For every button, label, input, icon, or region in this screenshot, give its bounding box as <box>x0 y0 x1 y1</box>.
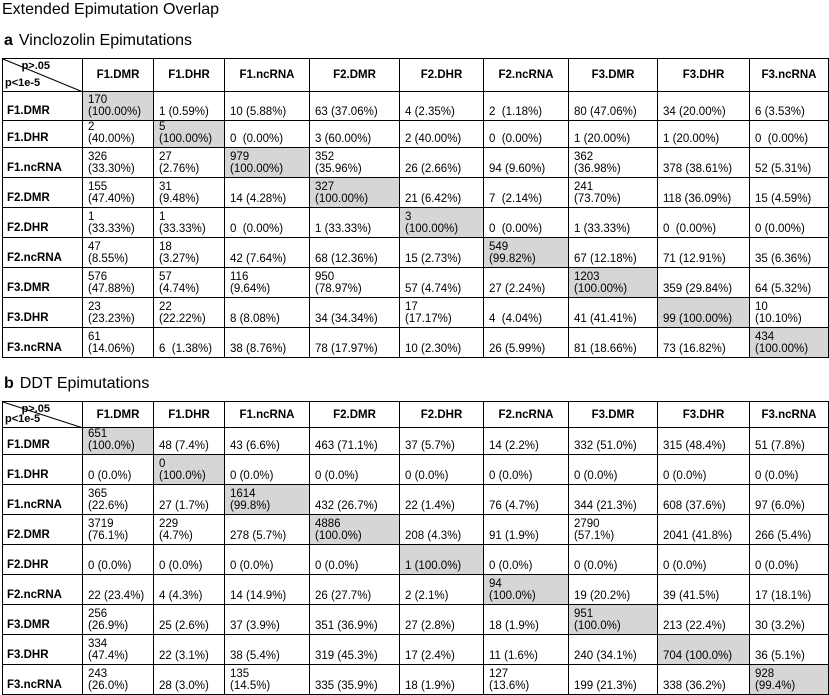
overlap-cell: 27 (1.7%) <box>154 485 225 515</box>
overlap-cell: 41 (41.41%) <box>569 298 658 328</box>
column-header: F3.DMR <box>569 402 658 428</box>
overlap-cell: 25 (2.6%) <box>154 605 225 635</box>
table-row <box>3 515 829 545</box>
diagonal-cell: 94 (100.0%) <box>484 575 569 605</box>
table-row <box>3 148 829 178</box>
overlap-cell: 1 (20.00%) <box>658 121 750 148</box>
section-b-title <box>4 376 149 392</box>
table-row <box>3 428 829 455</box>
diagonal-cell: 979 (100.00%) <box>225 148 310 178</box>
overlap-cell: 0 (0.0%) <box>83 455 154 485</box>
table-row <box>3 605 829 635</box>
overlap-cell: 155 (47.40%) <box>83 178 154 208</box>
column-header: F1.ncRNA <box>225 402 310 428</box>
row-header: F3.ncRNA <box>3 665 83 695</box>
overlap-cell: 0 (0.0%) <box>400 455 484 485</box>
overlap-cell: 0 (0.00%) <box>658 208 750 238</box>
overlap-cell: 48 (7.4%) <box>154 428 225 455</box>
overlap-cell: 319 (45.3%) <box>310 635 400 665</box>
table-row <box>3 455 829 485</box>
overlap-cell: 19 (20.2%) <box>569 575 658 605</box>
section-b-name: DDT Epimutations <box>19 375 150 392</box>
row-header: F2.DMR <box>3 178 83 208</box>
row-header: F2.ncRNA <box>3 575 83 605</box>
overlap-cell: 67 (12.18%) <box>569 238 658 268</box>
overlap-cell: 332 (51.0%) <box>569 428 658 455</box>
overlap-cell: 22 (22.22%) <box>154 298 225 328</box>
overlap-cell: 0 (0.0%) <box>484 545 569 575</box>
corner-top-label: p>.05 <box>21 60 50 72</box>
overlap-cell: 2 (40.00%) <box>400 121 484 148</box>
diagonal-cell: 1 (100.0%) <box>400 545 484 575</box>
overlap-cell: 91 (1.9%) <box>484 515 569 545</box>
overlap-cell: 78 (17.97%) <box>310 328 400 358</box>
overlap-cell: 351 (36.9%) <box>310 605 400 635</box>
table-row <box>3 635 829 665</box>
diagonal-cell: 951 (100.0%) <box>569 605 658 635</box>
overlap-cell: 31 (9.48%) <box>154 178 225 208</box>
table-row <box>3 208 829 238</box>
section-a-letter: a <box>4 32 13 49</box>
overlap-cell: 0 (0.00%) <box>225 208 310 238</box>
overlap-cell: 76 (4.7%) <box>484 485 569 515</box>
overlap-cell: 315 (48.4%) <box>658 428 750 455</box>
overlap-cell: 0 (0.0%) <box>658 455 750 485</box>
row-header: F2.DHR <box>3 545 83 575</box>
overlap-cell: 0 (0.0%) <box>83 545 154 575</box>
overlap-cell: 28 (3.0%) <box>154 665 225 695</box>
row-header: F3.ncRNA <box>3 328 83 358</box>
overlap-cell: 335 (35.9%) <box>310 665 400 695</box>
row-header: F3.DMR <box>3 268 83 298</box>
overlap-cell: 199 (21.3%) <box>569 665 658 695</box>
overlap-cell: 26 (2.66%) <box>400 148 484 178</box>
diagonal-cell: 704 (100.0%) <box>658 635 750 665</box>
overlap-cell: 365 (22.6%) <box>83 485 154 515</box>
overlap-cell: 3 (60.00%) <box>310 121 400 148</box>
overlap-cell: 27 (2.24%) <box>484 268 569 298</box>
table-row <box>3 545 829 575</box>
overlap-cell: 0 (0.0%) <box>154 545 225 575</box>
column-header: F1.DMR <box>83 59 154 92</box>
column-header: F1.ncRNA <box>225 59 310 92</box>
overlap-cell: 10 (2.30%) <box>400 328 484 358</box>
overlap-cell: 17 (18.1%) <box>750 575 829 605</box>
overlap-cell: 80 (47.06%) <box>569 92 658 121</box>
row-header: F1.DHR <box>3 121 83 148</box>
column-header: F2.DHR <box>400 59 484 92</box>
overlap-cell: 0 (0.0%) <box>310 455 400 485</box>
column-header: F2.ncRNA <box>484 59 569 92</box>
overlap-cell: 43 (6.6%) <box>225 428 310 455</box>
diagonal-cell: 651 (100.0%) <box>83 428 154 455</box>
row-header: F1.DMR <box>3 428 83 455</box>
overlap-cell: 326 (33.30%) <box>83 148 154 178</box>
overlap-cell: 34 (34.34%) <box>310 298 400 328</box>
overlap-cell: 334 (47.4%) <box>83 635 154 665</box>
overlap-cell: 278 (5.7%) <box>225 515 310 545</box>
overlap-cell: 362 (36.98%) <box>569 148 658 178</box>
overlap-cell: 18 (1.9%) <box>400 665 484 695</box>
overlap-cell: 30 (3.2%) <box>750 605 829 635</box>
overlap-cell: 34 (20.00%) <box>658 92 750 121</box>
table-row <box>3 485 829 515</box>
overlap-cell: 21 (6.42%) <box>400 178 484 208</box>
overlap-cell: 37 (5.7%) <box>400 428 484 455</box>
overlap-cell: 10 (5.88%) <box>225 92 310 121</box>
table-row <box>3 268 829 298</box>
overlap-cell: 18 (1.9%) <box>484 605 569 635</box>
overlap-cell: 6 (1.38%) <box>154 328 225 358</box>
diagonal-cell: 928 (99.4%) <box>750 665 829 695</box>
column-header: F3.DMR <box>569 59 658 92</box>
overlap-cell: 2 (40.00%) <box>83 121 154 148</box>
overlap-cell: 229 (4.7%) <box>154 515 225 545</box>
row-header: F2.ncRNA <box>3 238 83 268</box>
overlap-cell: 27 (2.76%) <box>154 148 225 178</box>
column-header: F1.DHR <box>154 59 225 92</box>
overlap-cell: 0 (0.0%) <box>225 455 310 485</box>
overlap-cell: 1 (33.33%) <box>154 208 225 238</box>
overlap-cell: 15 (4.59%) <box>750 178 829 208</box>
overlap-cell: 11 (1.6%) <box>484 635 569 665</box>
overlap-cell: 97 (6.0%) <box>750 485 829 515</box>
figure-title: Extended Epimutation Overlap <box>2 1 220 18</box>
overlap-cell: 0 (0.0%) <box>658 545 750 575</box>
diagonal-cell: 0 (100.0%) <box>154 455 225 485</box>
overlap-cell: 4 (4.3%) <box>154 575 225 605</box>
overlap-cell: 4 (4.04%) <box>484 298 569 328</box>
overlap-cell: 14 (2.2%) <box>484 428 569 455</box>
corner-bottom-label: p<1e-5 <box>5 77 41 89</box>
row-header: F2.DMR <box>3 515 83 545</box>
section-b-letter: b <box>4 375 14 392</box>
overlap-cell: 0 (0.0%) <box>750 545 829 575</box>
diagonal-cell: 1203 (100.00%) <box>569 268 658 298</box>
row-header: F3.DMR <box>3 605 83 635</box>
overlap-cell: 23 (23.23%) <box>83 298 154 328</box>
overlap-cell: 57 (4.74%) <box>400 268 484 298</box>
row-header: F1.ncRNA <box>3 148 83 178</box>
table-row <box>3 575 829 605</box>
overlap-cell: 37 (3.9%) <box>225 605 310 635</box>
column-header: F1.DMR <box>83 402 154 428</box>
overlap-cell: 73 (16.82%) <box>658 328 750 358</box>
vinclozolin-overlap-table <box>2 58 829 358</box>
diagonal-cell: 170 (100.00%) <box>83 92 154 121</box>
overlap-cell: 38 (5.4%) <box>225 635 310 665</box>
overlap-cell: 42 (7.64%) <box>225 238 310 268</box>
column-header: F3.ncRNA <box>750 59 829 92</box>
column-header: F2.DMR <box>310 59 400 92</box>
overlap-cell: 63 (37.06%) <box>310 92 400 121</box>
overlap-cell: 68 (12.36%) <box>310 238 400 268</box>
section-a-title <box>4 33 192 49</box>
overlap-cell: 213 (22.4%) <box>658 605 750 635</box>
table-row <box>3 121 829 148</box>
column-header: F2.DHR <box>400 402 484 428</box>
diagonal-cell: 4886 (100.0%) <box>310 515 400 545</box>
overlap-cell: 17 (2.4%) <box>400 635 484 665</box>
diagonal-cell: 549 (99.82%) <box>484 238 569 268</box>
overlap-cell: 243 (26.0%) <box>83 665 154 695</box>
overlap-cell: 1 (0.59%) <box>154 92 225 121</box>
overlap-cell: 47 (8.55%) <box>83 238 154 268</box>
overlap-cell: 7 (2.14%) <box>484 178 569 208</box>
header-row <box>3 402 829 428</box>
column-header: F2.ncRNA <box>484 402 569 428</box>
overlap-cell: 35 (6.36%) <box>750 238 829 268</box>
overlap-cell: 0 (0.00%) <box>750 208 829 238</box>
overlap-cell: 135 (14.5%) <box>225 665 310 695</box>
overlap-cell: 0 (0.0%) <box>225 545 310 575</box>
column-header: F2.DMR <box>310 402 400 428</box>
overlap-cell: 52 (5.31%) <box>750 148 829 178</box>
row-header: F2.DHR <box>3 208 83 238</box>
overlap-cell: 338 (36.2%) <box>658 665 750 695</box>
overlap-cell: 15 (2.73%) <box>400 238 484 268</box>
overlap-cell: 608 (37.6%) <box>658 485 750 515</box>
overlap-cell: 2 (1.18%) <box>484 92 569 121</box>
overlap-cell: 344 (21.3%) <box>569 485 658 515</box>
overlap-cell: 432 (26.7%) <box>310 485 400 515</box>
overlap-cell: 241 (73.70%) <box>569 178 658 208</box>
overlap-cell: 36 (5.1%) <box>750 635 829 665</box>
ddt-overlap-table <box>2 401 829 695</box>
overlap-cell: 266 (5.4%) <box>750 515 829 545</box>
table-row <box>3 178 829 208</box>
overlap-cell: 4 (2.35%) <box>400 92 484 121</box>
overlap-cell: 39 (41.5%) <box>658 575 750 605</box>
row-header: F1.DHR <box>3 455 83 485</box>
diagonal-cell: 99 (100.00%) <box>658 298 750 328</box>
overlap-cell: 0 (0.00%) <box>750 121 829 148</box>
overlap-cell: 81 (18.66%) <box>569 328 658 358</box>
overlap-cell: 116 (9.64%) <box>225 268 310 298</box>
corner-cell <box>3 59 83 92</box>
diagonal-cell: 3 (100.00%) <box>400 208 484 238</box>
overlap-cell: 240 (34.1%) <box>569 635 658 665</box>
overlap-cell: 2041 (41.8%) <box>658 515 750 545</box>
row-header: F1.ncRNA <box>3 485 83 515</box>
table-row <box>3 238 829 268</box>
overlap-cell: 256 (26.9%) <box>83 605 154 635</box>
row-header: F3.DHR <box>3 635 83 665</box>
overlap-cell: 27 (2.8%) <box>400 605 484 635</box>
overlap-cell: 1 (33.33%) <box>83 208 154 238</box>
overlap-cell: 0 (0.0%) <box>569 455 658 485</box>
section-a-name: Vinclozolin Epimutations <box>18 32 193 49</box>
column-header: F3.ncRNA <box>750 402 829 428</box>
overlap-cell: 127 (13.6%) <box>484 665 569 695</box>
overlap-cell: 94 (9.60%) <box>484 148 569 178</box>
overlap-cell: 8 (8.08%) <box>225 298 310 328</box>
overlap-cell: 3719 (76.1%) <box>83 515 154 545</box>
overlap-cell: 0 (0.0%) <box>569 545 658 575</box>
table-row <box>3 298 829 328</box>
overlap-cell: 10 (10.10%) <box>750 298 829 328</box>
overlap-cell: 22 (23.4%) <box>83 575 154 605</box>
overlap-cell: 463 (71.1%) <box>310 428 400 455</box>
overlap-cell: 14 (14.9%) <box>225 575 310 605</box>
overlap-cell: 61 (14.06%) <box>83 328 154 358</box>
overlap-cell: 1 (20.00%) <box>569 121 658 148</box>
row-header: F1.DMR <box>3 92 83 121</box>
corner-top-label: p>.05 <box>21 403 50 415</box>
overlap-cell: 352 (35.96%) <box>310 148 400 178</box>
overlap-cell: 22 (3.1%) <box>154 635 225 665</box>
overlap-cell: 6 (3.53%) <box>750 92 829 121</box>
overlap-cell: 1 (33.33%) <box>310 208 400 238</box>
overlap-cell: 38 (8.76%) <box>225 328 310 358</box>
table-row <box>3 92 829 121</box>
overlap-cell: 0 (0.0%) <box>310 545 400 575</box>
diagonal-cell: 327 (100.00%) <box>310 178 400 208</box>
overlap-cell: 0 (0.00%) <box>484 208 569 238</box>
overlap-cell: 26 (27.7%) <box>310 575 400 605</box>
column-header: F3.DHR <box>658 59 750 92</box>
overlap-cell: 26 (5.99%) <box>484 328 569 358</box>
overlap-cell: 950 (78.97%) <box>310 268 400 298</box>
overlap-cell: 576 (47.88%) <box>83 268 154 298</box>
overlap-cell: 0 (0.00%) <box>225 121 310 148</box>
column-header: F1.DHR <box>154 402 225 428</box>
overlap-cell: 0 (0.00%) <box>484 121 569 148</box>
overlap-cell: 378 (38.61%) <box>658 148 750 178</box>
overlap-cell: 18 (3.27%) <box>154 238 225 268</box>
overlap-cell: 208 (4.3%) <box>400 515 484 545</box>
overlap-cell: 2 (2.1%) <box>400 575 484 605</box>
overlap-cell: 17 (17.17%) <box>400 298 484 328</box>
column-header: F3.DHR <box>658 402 750 428</box>
table-row <box>3 665 829 695</box>
overlap-cell: 1 (33.33%) <box>569 208 658 238</box>
overlap-cell: 51 (7.8%) <box>750 428 829 455</box>
overlap-cell: 0 (0.0%) <box>484 455 569 485</box>
overlap-cell: 359 (29.84%) <box>658 268 750 298</box>
header-row <box>3 59 829 92</box>
diagonal-cell: 1614 (99.8%) <box>225 485 310 515</box>
overlap-cell: 0 (0.0%) <box>750 455 829 485</box>
table-row <box>3 328 829 358</box>
diagonal-cell: 5 (100.00%) <box>154 121 225 148</box>
overlap-cell: 22 (1.4%) <box>400 485 484 515</box>
overlap-cell: 2790 (57.1%) <box>569 515 658 545</box>
overlap-cell: 14 (4.28%) <box>225 178 310 208</box>
corner-cell <box>3 402 83 428</box>
corner-bottom-label: p<1e-5 <box>5 413 41 425</box>
overlap-cell: 118 (36.09%) <box>658 178 750 208</box>
overlap-cell: 57 (4.74%) <box>154 268 225 298</box>
diagonal-cell: 434 (100.00%) <box>750 328 829 358</box>
row-header: F3.DHR <box>3 298 83 328</box>
overlap-cell: 71 (12.91%) <box>658 238 750 268</box>
overlap-cell: 64 (5.32%) <box>750 268 829 298</box>
